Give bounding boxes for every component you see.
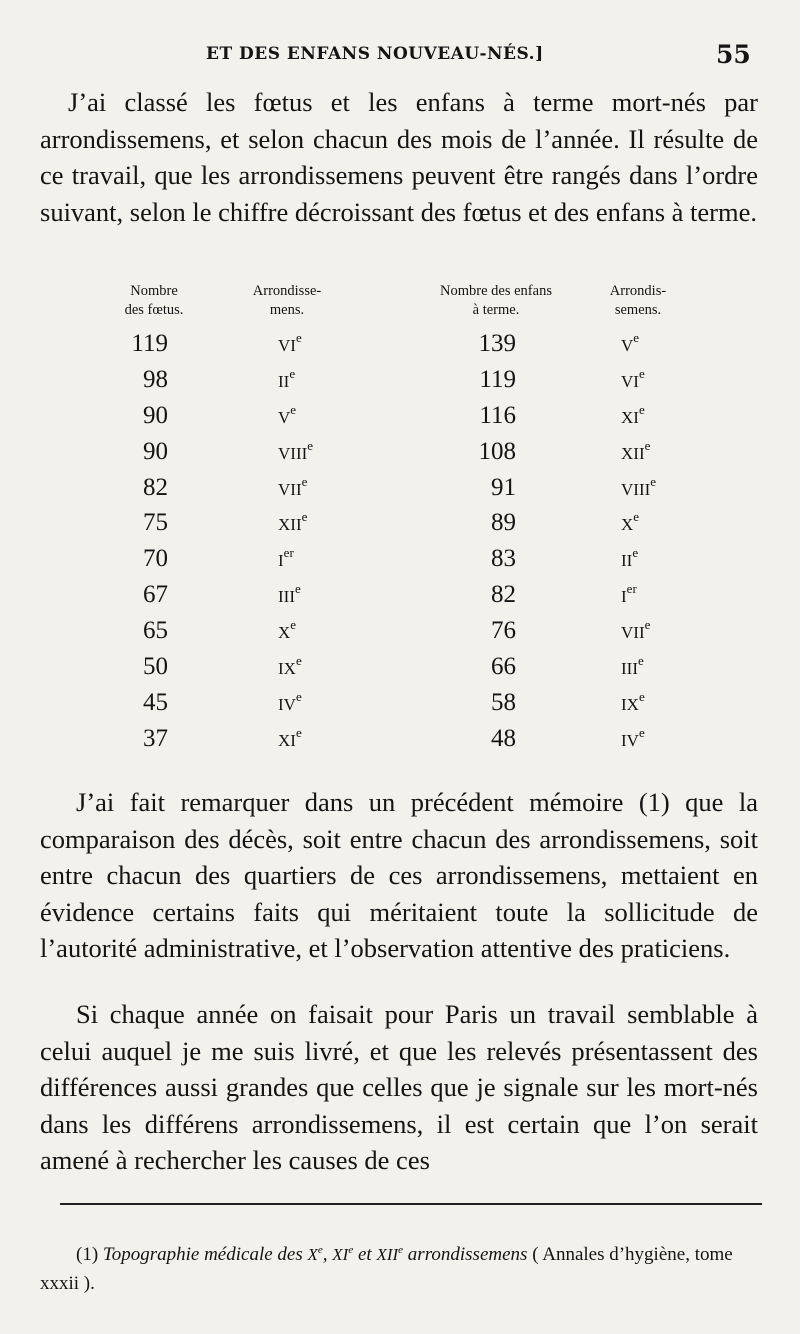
table-row (0, 579, 800, 615)
roman-numeral: x (307, 1240, 318, 1266)
foetus-count: 90 (143, 401, 168, 429)
table-row (0, 543, 800, 579)
arrondissement-enfans (621, 366, 645, 394)
roman-numeral: xi (621, 402, 639, 429)
roman-numeral: v (621, 331, 634, 357)
ordinal-suffix: e (301, 473, 308, 489)
ordinal-suffix: e (301, 509, 308, 525)
roman-numeral: vii (278, 474, 302, 501)
enfans-count: 48 (491, 724, 516, 752)
ordinal-suffix: e (637, 653, 644, 669)
foetus-count: 75 (143, 509, 168, 537)
enfans-count: 139 (478, 330, 516, 357)
running-title: ET DES ENFANS NOUVEAU-NÉS.] (206, 44, 544, 64)
table-row (0, 436, 800, 472)
arrondissement-foetus (278, 330, 302, 358)
footnote-conjunction: et (357, 1244, 372, 1265)
foetus-count: 82 (143, 473, 168, 501)
foetus-count: 98 (143, 365, 168, 393)
arrondissement-foetus (278, 402, 296, 430)
roman-numeral: xii (376, 1240, 399, 1266)
ordinal-suffix: e (398, 1244, 404, 1256)
roman-numeral: vii (621, 618, 645, 645)
ordinal-suffix: er (626, 581, 637, 597)
ordinal-suffix: e (295, 724, 302, 740)
ordinal-suffix: e (307, 437, 314, 453)
roman-numeral: ix (621, 689, 639, 716)
enfans-count: 108 (478, 437, 516, 465)
foetus-count: 119 (131, 330, 168, 357)
arrondissement-foetus (278, 438, 313, 466)
footnote-title-text: Topographie médicale des (102, 1244, 303, 1265)
roman-numeral: xii (278, 510, 302, 537)
roman-numeral: iii (621, 654, 638, 681)
arrondissement-enfans (621, 581, 637, 609)
header-line: des fœtus. (124, 302, 184, 318)
ordinal-suffix: e (650, 473, 657, 489)
table-row (0, 723, 800, 759)
header-arrondissement-2 (588, 282, 688, 320)
roman-numeral: i (278, 546, 284, 573)
foetus-count: 65 (143, 617, 168, 645)
foetus-count: 90 (143, 437, 168, 465)
roman-numeral: iv (278, 689, 296, 716)
roman-numeral: vi (621, 366, 639, 393)
arrondissement-enfans (621, 689, 645, 717)
roman-numeral: ii (621, 546, 633, 573)
page-number: 55 (716, 40, 751, 69)
header-line: Arrondisse- (252, 283, 322, 299)
foetus-count: 67 (143, 581, 168, 609)
enfans-count: 83 (491, 545, 516, 573)
arrondissement-foetus (278, 509, 307, 537)
header-foetus-count (104, 282, 204, 320)
ordinal-suffix: e (638, 724, 645, 740)
roman-numeral: i (621, 582, 627, 609)
roman-numeral: ix (278, 654, 296, 681)
ordinal-suffix: e (295, 688, 302, 704)
arrondissement-foetus (278, 474, 307, 502)
arrondissement-enfans (621, 474, 656, 502)
arrondissement-foetus (278, 617, 296, 645)
enfans-count: 119 (479, 365, 516, 393)
footnote-title (102, 1240, 528, 1266)
enfans-count: 58 (491, 688, 516, 716)
arrondissement-enfans (621, 330, 639, 358)
ordinal-suffix: e (348, 1244, 354, 1256)
footnote (40, 1236, 762, 1298)
stillbirth-table (0, 328, 800, 759)
enfans-count: 82 (491, 581, 516, 609)
table-header (0, 282, 800, 326)
separator: , (322, 1244, 328, 1265)
arrondissement-enfans (621, 725, 645, 753)
page-header (0, 36, 800, 76)
footnote-arr (376, 1240, 403, 1266)
table-row (0, 507, 800, 543)
table-row (0, 651, 800, 687)
ordinal-suffix: e (290, 401, 297, 417)
arrondissement-foetus (278, 725, 302, 753)
ordinal-suffix: e (633, 509, 640, 525)
table-row (0, 687, 800, 723)
arrondissement-enfans (621, 509, 639, 537)
ordinal-suffix: e (638, 688, 645, 704)
arrondissement-foetus (278, 545, 294, 573)
header-line: Nombre des enfans (440, 283, 552, 299)
arrondissement-foetus (278, 689, 302, 717)
arrondissement-enfans (621, 402, 645, 430)
arrondissement-foetus (278, 366, 295, 394)
table-row (0, 615, 800, 651)
enfans-count: 91 (491, 473, 516, 501)
roman-numeral: x (278, 618, 291, 645)
roman-numeral: ii (278, 366, 290, 393)
ordinal-suffix: e (633, 330, 640, 345)
table-row (0, 328, 800, 364)
table-row (0, 472, 800, 508)
footnote-source: ( Annales d’hygiène, tome xxxii ). (40, 1244, 733, 1294)
ordinal-suffix: er (283, 545, 294, 561)
header-line: semens. (614, 302, 662, 318)
roman-numeral: xi (332, 1240, 349, 1266)
arrondissement-enfans (621, 545, 638, 573)
ordinal-suffix: e (289, 365, 296, 381)
roman-numeral: iv (621, 725, 639, 752)
header-line: Nombre (130, 283, 178, 299)
footnote-title-text: arrondissemens (407, 1244, 528, 1265)
roman-numeral: vi (278, 331, 296, 357)
header-line: Arrondis- (609, 283, 667, 299)
roman-numeral: x (621, 510, 634, 537)
arrondissement-enfans (621, 617, 650, 645)
foetus-count: 70 (143, 545, 168, 573)
foetus-count: 37 (143, 724, 168, 752)
paragraph-classification: J’ai classé les fœtus et les enfans à terme mort-nés par arrondissemens, et selon chacun des mois de l’année. Il résulte de ce travail, que les arrondissemens peuvent être rangés dans l’ordre suivant, selon le chiffre décroissant des fœtus et des enfans à terme. (40, 87, 758, 227)
arrondissement-enfans (621, 653, 644, 681)
ordinal-suffix: e (638, 401, 645, 417)
ordinal-suffix: e (295, 330, 302, 345)
footnote-marker: (1) (76, 1244, 99, 1265)
header-line: mens. (269, 302, 305, 318)
ordinal-suffix: e (632, 545, 639, 561)
paragraph-annual-study: Si chaque année on faisait pour Paris un travail semblable à celui auquel je me suis livré, et que les relevés présentassent des différences aussi grandes que celles que je signale sur les mort-nés dans les différens arrondissemens, il est certain que l’on serait amené à rechercher les causes de ces (40, 999, 758, 1176)
roman-numeral: viii (621, 474, 651, 501)
table-row (0, 400, 800, 436)
roman-numeral: v (278, 402, 291, 429)
foetus-count: 45 (143, 688, 168, 716)
roman-numeral: xi (278, 725, 296, 752)
ordinal-suffix: e (290, 617, 297, 633)
footnote-rule (60, 1203, 762, 1205)
ordinal-suffix: e (644, 617, 651, 633)
enfans-count: 66 (491, 653, 516, 681)
ordinal-suffix: e (294, 581, 301, 597)
arrondissement-enfans (621, 438, 650, 466)
roman-numeral: iii (278, 582, 295, 609)
roman-numeral: viii (278, 438, 308, 465)
enfans-count: 89 (491, 509, 516, 537)
arrondissement-foetus (278, 581, 301, 609)
foetus-count: 50 (143, 653, 168, 681)
ordinal-suffix: e (295, 653, 302, 669)
ordinal-suffix: e (317, 1244, 323, 1256)
roman-numeral: xii (621, 438, 645, 465)
arrondissement-foetus (278, 653, 302, 681)
table-row (0, 364, 800, 400)
header-enfans-count (406, 282, 586, 320)
header-line: à terme. (472, 302, 520, 318)
ordinal-suffix: e (638, 365, 645, 381)
paragraph-previous-memoir: J’ai fait remarquer dans un précédent mémoire (1) que la comparaison des décès, soit entre chacun des arrondissemens, soit entre chacun des quartiers de ces arrondissemens, mettaient en évidence certains faits qui méritaient toute la sollicitude de l’autorité administrative, et l’observation attentive des praticiens. (40, 787, 758, 964)
footnote-arr (332, 1240, 353, 1266)
ordinal-suffix: e (644, 437, 651, 453)
header-arrondissement-1 (232, 282, 342, 320)
footnote-arr (308, 1240, 323, 1266)
enfans-count: 116 (479, 401, 516, 429)
enfans-count: 76 (491, 617, 516, 645)
